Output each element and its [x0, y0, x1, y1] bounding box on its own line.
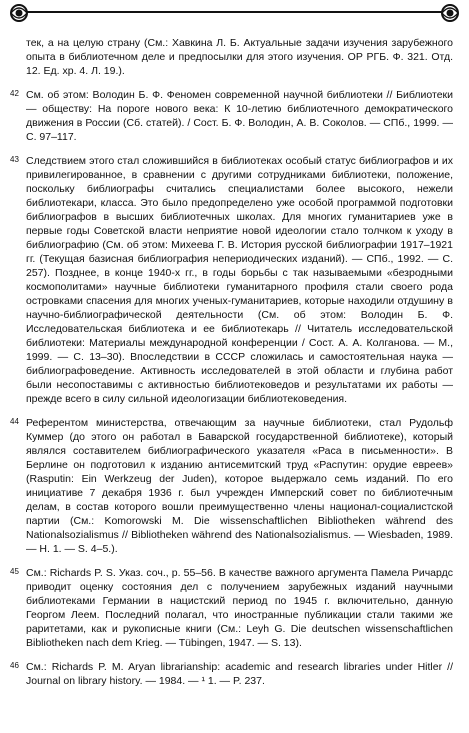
page-header-border	[8, 2, 461, 24]
footnote-text: См.: Richards P. S. Указ. соч., р. 55–56. В качестве важного аргумента Памела Ричардс приводит оценку состояния дел с получением зарубежных изданий научными библиотеками Германии в нацистский период по 1945 г. включительно, данную Георгом Леем. Последний полагал, что иностранные публикации стали такими же раритетами, как и рукописные книги (См.: Leyh G. Die deutschen wissenschaftlichen Bibliotheken nach dem Krieg. — Tübingen, 1947. — S. 13).	[26, 567, 453, 649]
footnote-43	[0, 154, 469, 406]
footnote-text: См.: Richards P. M. Aryan librarianship: academic and research libraries under Hitler // Journal on library history. — 1984. — ¹ 1. — P. 237.	[26, 661, 453, 687]
footnote-text: См. об этом: Володин Б. Ф. Феномен современной научной библиотеки // Библиотеки — обществу: На пороге нового века: К 10-летию библиотечного демократического движения в России (Сб. статей). / Сост. Б. Ф. Володин, А. В. Соколов. — СПб., 1999. — С. 97–117.	[26, 89, 453, 143]
ornament-right-icon	[439, 2, 461, 24]
footnote-text: тек, а на целую страну (См.: Хавкина Л. Б. Актуальные задачи изучения зарубежного опыта в библиотечном деле и предпосылки для этого изучения. ОР РГБ. Ф. 321. Отд. 12. Ед. хр. 4. Л. 19.).	[26, 37, 453, 77]
footnote-text: Референтом министерства, отвечающим за научные библиотеки, стал Рудольф Куммер (до этого он работал в Баварской государственной библиотеке), который являлся составителем библиографического указателя «Раса в письменности». В Берлине он подготовил к изданию антисемитский труд «Распутин: орудие евреев» (Rasputin: Ein Werkzeug der Juden), которое выдержало семь изданий. По его инициативе 7 декабря 1936 г. был учрежден Имперский совет по библиотечным делам, в состав которого вошли преимущественно члены национал-социалистской партии (См.: Komorowski M. Die wissenschaftlichen Bibliotheken während des Nationalsozialismus // Bibliotheken während des Nationalsozialismus. — Wiesbaden, 1989. — H. 1. — S. 4–5.).	[26, 417, 453, 555]
footnote-44	[0, 416, 469, 556]
footnote-46	[0, 660, 469, 688]
footnote-number: 43	[10, 155, 19, 164]
footnote-continuation	[0, 36, 469, 78]
footnote-number: 46	[10, 661, 19, 670]
footnote-number: 44	[10, 417, 19, 426]
footnote-number: 45	[10, 567, 19, 576]
footnote-45	[0, 566, 469, 650]
footnote-number: 42	[10, 89, 19, 98]
footnote-text: Следствием этого стал сложившийся в библиотеках особый статус библиографов и их привилегированное, в сравнении с другими сотрудниками библиотеки, положение, поскольку библиографы считались специалистами более высокого, нежели библиотекари, класса. Это было предопределено уже особой программой подготовки библиографов в высших библиотечных школах. Для многих гуманитариев уже в первые годы Советской власти неприятие новой идеологии стало толчком к уходу в библиографию (См. об этом: Михеева Г. В. История русской библиографии 1917–1921 гг. (Текущая базисная библиография непериодических изданий). — СПб., 1992. — С. 257). Позднее, в конце 1940-х гг., в годы борьбы с так называемыми «безродными космополитами» научные библиотеки гуманитарного профиля стали своего рода островками спасения для многих ученых-гуманитариев, которые находили отдушину в научно-библиографической деятельности (См. об этом: Володин Б. Ф. Исследовательская библиотека и ее библиотекарь // Читатель исследовательской библиотеки: Материалы международной конференции / Сост. А. А. Колганова. — М., 1999. — С. 13–30). Впоследствии в СССР сложилась и самостоятельная наука — библиографоведение. Активность исследователей в этой области и глубина работ были несопоставимы с активностью библиотековедов и результатами их работы — прежде всего в силу сильной идеологизации библиотековедения.	[26, 155, 453, 405]
footnotes-list	[0, 36, 469, 698]
ornament-left-icon	[8, 2, 30, 24]
header-rule	[26, 11, 443, 13]
footnote-42	[0, 88, 469, 144]
